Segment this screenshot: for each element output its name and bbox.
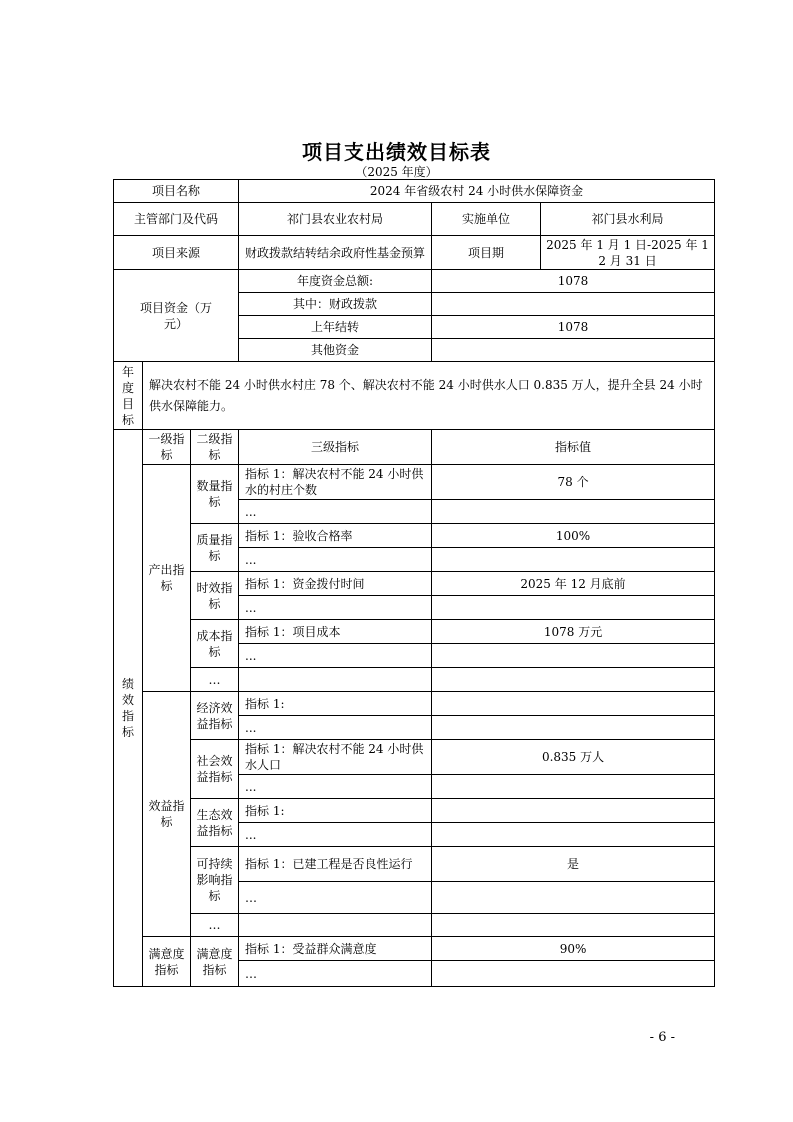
annual-goal-text: 解决农村不能 24 小时供水村庄 78 个、解决农村不能 24 小时供水人口 0.835 万人，提升全县 24 小时供水保障能力。 [143,362,715,430]
performance-indicators-label: 绩效指标 [114,430,143,987]
benefit-indicators-label: 效益指标 [143,692,191,937]
period-label: 项目期 [432,236,541,270]
document-subtitle: （2025 年度） [355,165,438,179]
indicator-text: 指标 1：解决农村不能 24 小时供水人口 [239,740,432,775]
economic-benefit-label: 经济效益指标 [191,692,239,740]
dept-value: 祁门县农业农村局 [239,203,432,236]
indicator-value [432,668,715,692]
timeliness-indicator-label: 时效指标 [191,572,239,620]
impl-unit-label: 实施单位 [432,203,541,236]
indicator-value [432,716,715,740]
funds-other-value [432,339,715,362]
quality-indicator-label: 质量指标 [191,524,239,572]
indicator-text: 指标 1：验收合格率 [239,524,432,548]
document-title: 项目支出绩效目标表 [302,140,491,164]
indicator-text: ... [239,548,432,572]
satisfaction-indicators-label: 满意度指标 [143,937,191,987]
indicator-text: … [239,961,432,987]
indicator-value: 90% [432,937,715,961]
indicator-value: 是 [432,847,715,882]
indicator-value: 78 个 [432,465,715,500]
sustainable-impact-label: 可持续影响指标 [191,847,239,914]
indicator-text: 指标 1: [239,799,432,823]
indicator-text: … [239,882,432,914]
project-name-value: 2024 年省级农村 24 小时供水保障资金 [239,180,715,203]
header-level2: 二级指标 [191,430,239,465]
output-more: … [191,668,239,692]
indicator-value [432,500,715,524]
funds-other-label: 其他资金 [239,339,432,362]
indicator-value [432,644,715,668]
cost-indicator-label: 成本指标 [191,620,239,668]
source-value: 财政拨款结转结余政府性基金预算 [239,236,432,270]
indicator-value [432,692,715,716]
header-value: 指标值 [432,430,715,465]
funds-total-value: 1078 [432,270,715,293]
project-name-label: 项目名称 [114,180,239,203]
indicator-text: 指标 1：已建工程是否良性运行 [239,847,432,882]
funds-fiscal-value [432,293,715,316]
period-value: 2025 年 1 月 1 日-2025 年 12 月 31 日 [541,236,715,270]
indicator-text: 指标 1：项目成本 [239,620,432,644]
indicator-value: 1078 万元 [432,620,715,644]
indicator-text: 指标 1：解决农村不能 24 小时供水的村庄个数 [239,465,432,500]
funds-total-label: 年度资金总额: [239,270,432,293]
funds-carryover-value: 1078 [432,316,715,339]
indicator-value [432,961,715,987]
indicator-value [432,914,715,937]
page-number: - 6 - [649,1030,675,1045]
benefit-more: … [191,914,239,937]
header-level3: 三级指标 [239,430,432,465]
indicator-text: ... [239,596,432,620]
dept-label: 主管部门及代码 [114,203,239,236]
indicator-text: ... [239,716,432,740]
indicator-value [432,596,715,620]
indicator-text [239,914,432,937]
indicator-text: ... [239,823,432,847]
indicator-text: 指标 1: [239,692,432,716]
indicator-text [239,668,432,692]
indicator-value [432,775,715,799]
satisfaction-sub-label: 满意度指标 [191,937,239,987]
source-label: 项目来源 [114,236,239,270]
indicator-text: 指标 1：资金拨付时间 [239,572,432,596]
impl-unit-value: 祁门县水利局 [541,203,715,236]
indicator-value [432,882,715,914]
funds-fiscal-label: 其中：财政拨款 [239,293,432,316]
indicator-text: 指标 1：受益群众满意度 [239,937,432,961]
indicator-value [432,548,715,572]
indicator-text: ... [239,775,432,799]
indicator-text: ... [239,500,432,524]
indicator-value [432,799,715,823]
performance-target-table [113,179,715,987]
header-level1: 一级指标 [143,430,191,465]
indicator-value: 2025 年 12 月底前 [432,572,715,596]
annual-goal-label: 年度目标 [114,362,143,430]
indicator-text: ... [239,644,432,668]
funds-carryover-label: 上年结转 [239,316,432,339]
indicator-value [432,823,715,847]
output-indicators-label: 产出指标 [143,465,191,692]
indicator-value: 0.835 万人 [432,740,715,775]
indicator-value: 100% [432,524,715,548]
social-benefit-label: 社会效益指标 [191,740,239,799]
ecological-benefit-label: 生态效益指标 [191,799,239,847]
funds-label: 项目资金（万元） [114,270,239,362]
quantity-indicator-label: 数量指标 [191,465,239,524]
